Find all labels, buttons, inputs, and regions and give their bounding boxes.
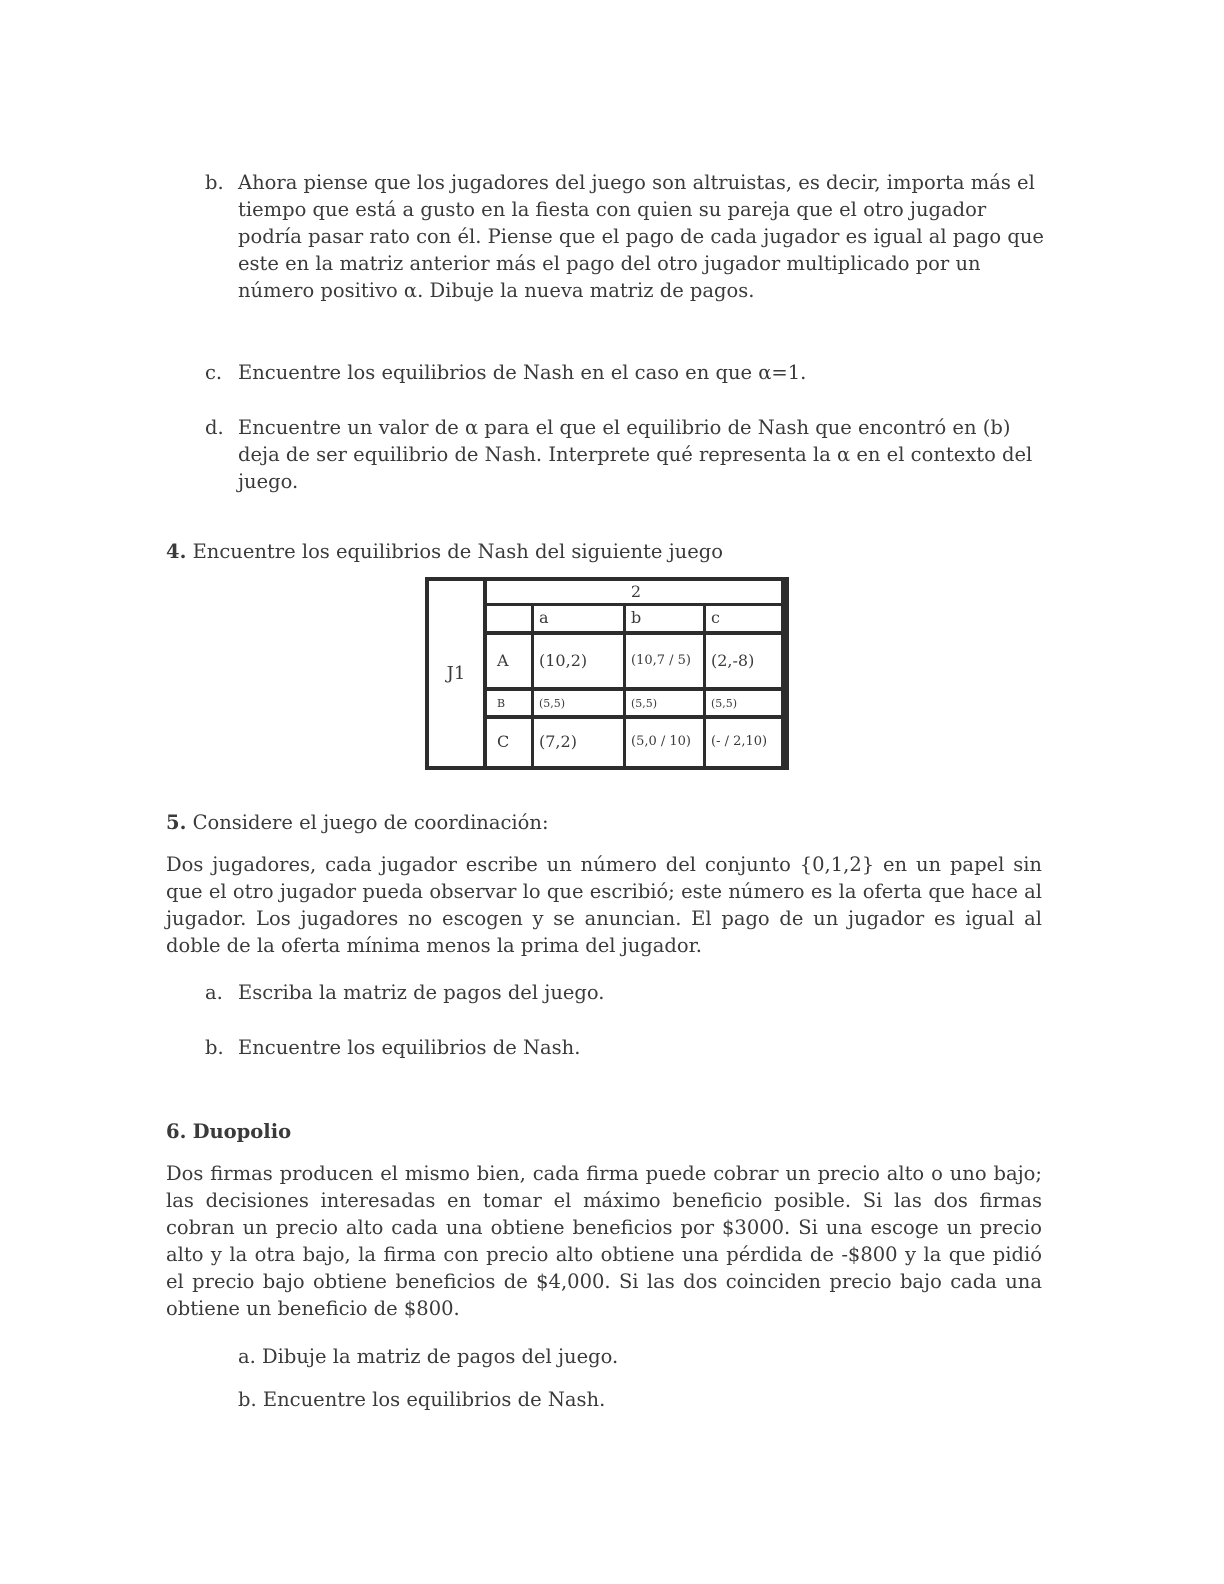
- q5-item-b-label: b.: [205, 1036, 224, 1059]
- q5-item-b: [205, 1034, 1045, 1061]
- grid-line: [703, 605, 706, 766]
- q3-item-b: [205, 169, 1045, 304]
- q3-item-b-label: b.: [205, 171, 224, 194]
- row-label-A: A: [497, 651, 509, 670]
- cell-B-b: (5,5): [631, 697, 658, 710]
- q3-item-c-label: c.: [205, 361, 223, 384]
- grid-line: [531, 605, 534, 766]
- q6-item-a: a. Dibuje la matriz de pagos del juego.: [238, 1345, 619, 1368]
- q4-heading-number: 4.: [166, 540, 187, 563]
- grid-line: [781, 581, 785, 766]
- q3-item-d-label: d.: [205, 416, 224, 439]
- cell-A-a: (10,2): [539, 651, 588, 670]
- q5-item-a-text: Escriba la matriz de pagos del juego.: [238, 981, 605, 1004]
- q3-item-c-text: Encuentre los equilibrios de Nash en el caso en que α=1.: [238, 361, 807, 384]
- q5-item-a: [205, 979, 1045, 1006]
- q5-heading: [166, 809, 549, 836]
- q4-heading: [166, 538, 723, 565]
- q5-paragraph: Dos jugadores, cada jugador escribe un número del conjunto {0,1,2} en un papel sin que el otro jugador pueda observar lo que escribió; este número es la oferta que hace al jugador. Los jugadores no escogen y se anuncian. El pago de un jugador es igual al doble de la oferta mínima menos la prima del jugador.: [166, 853, 1042, 957]
- q6-item-b: b. Encuentre los equilibrios de Nash.: [238, 1388, 606, 1411]
- col-header-c: c: [711, 608, 720, 627]
- col-header-a: a: [539, 608, 549, 627]
- q3-item-d-text: Encuentre un valor de α para el que el equilibrio de Nash que encontró en (b) deja de ser equilibrio de Nash. Interprete qué representa la α en el contexto del juego.: [238, 416, 1033, 493]
- grid-line: [623, 605, 626, 766]
- cell-C-b: (5,0 / 10): [631, 734, 692, 749]
- q3-item-c: [205, 359, 1045, 386]
- q6-heading-number: 6.: [166, 1120, 187, 1143]
- col-player-label: 2: [630, 582, 642, 601]
- q6-heading-text: Duopolio: [192, 1120, 292, 1143]
- q5-item-a-label: a.: [205, 981, 223, 1004]
- cell-C-a: (7,2): [539, 732, 577, 751]
- q5-heading-number: 5.: [166, 811, 187, 834]
- cell-C-c: (- / 2,10): [711, 734, 768, 749]
- row-label-C: C: [497, 732, 510, 751]
- payoff-matrix-table: [425, 577, 789, 770]
- q3-item-d: [205, 414, 1045, 495]
- col-header-b: b: [631, 608, 642, 627]
- cell-B-a: (5,5): [539, 697, 566, 710]
- q5-item-b-text: Encuentre los equilibrios de Nash.: [238, 1036, 581, 1059]
- q5-heading-text: Considere el juego de coordinación:: [192, 811, 549, 834]
- row-player-label: J1: [429, 581, 487, 766]
- q6-paragraph: Dos firmas producen el mismo bien, cada firma puede cobrar un precio alto o uno bajo; las decisiones interesadas en tomar el máximo beneficio posible. Si las dos firmas cobran un precio alto cada una obtiene beneficios por $3000. Si una escoge un precio alto y la otra bajo, la firma con precio alto obtiene una pérdida de -$800 y la que pidió el precio bajo obtiene beneficios de $4,000. Si las dos coinciden precio bajo cada una obtiene un beneficio de $800.: [166, 1162, 1042, 1320]
- q4-heading-text: Encuentre los equilibrios de Nash del siguiente juego: [192, 540, 723, 563]
- cell-A-b: (10,7 / 5): [631, 653, 692, 668]
- q6-heading: [166, 1118, 291, 1145]
- cell-B-c: (5,5): [711, 697, 738, 710]
- q3-item-b-text: Ahora piense que los jugadores del juego son altruistas, es decir, importa más el tiempo que está a gusto en la fiesta con quien su pareja que el otro jugador podría pasar rato con él. Piense que el pago de cada jugador es igual al pago que este en la matriz anterior más el pago del otro jugador multiplicado por un número positivo α. Dibuje la nueva matriz de pagos.: [238, 171, 1044, 302]
- row-label-B: B: [497, 697, 506, 710]
- cell-A-c: (2,-8): [711, 651, 755, 670]
